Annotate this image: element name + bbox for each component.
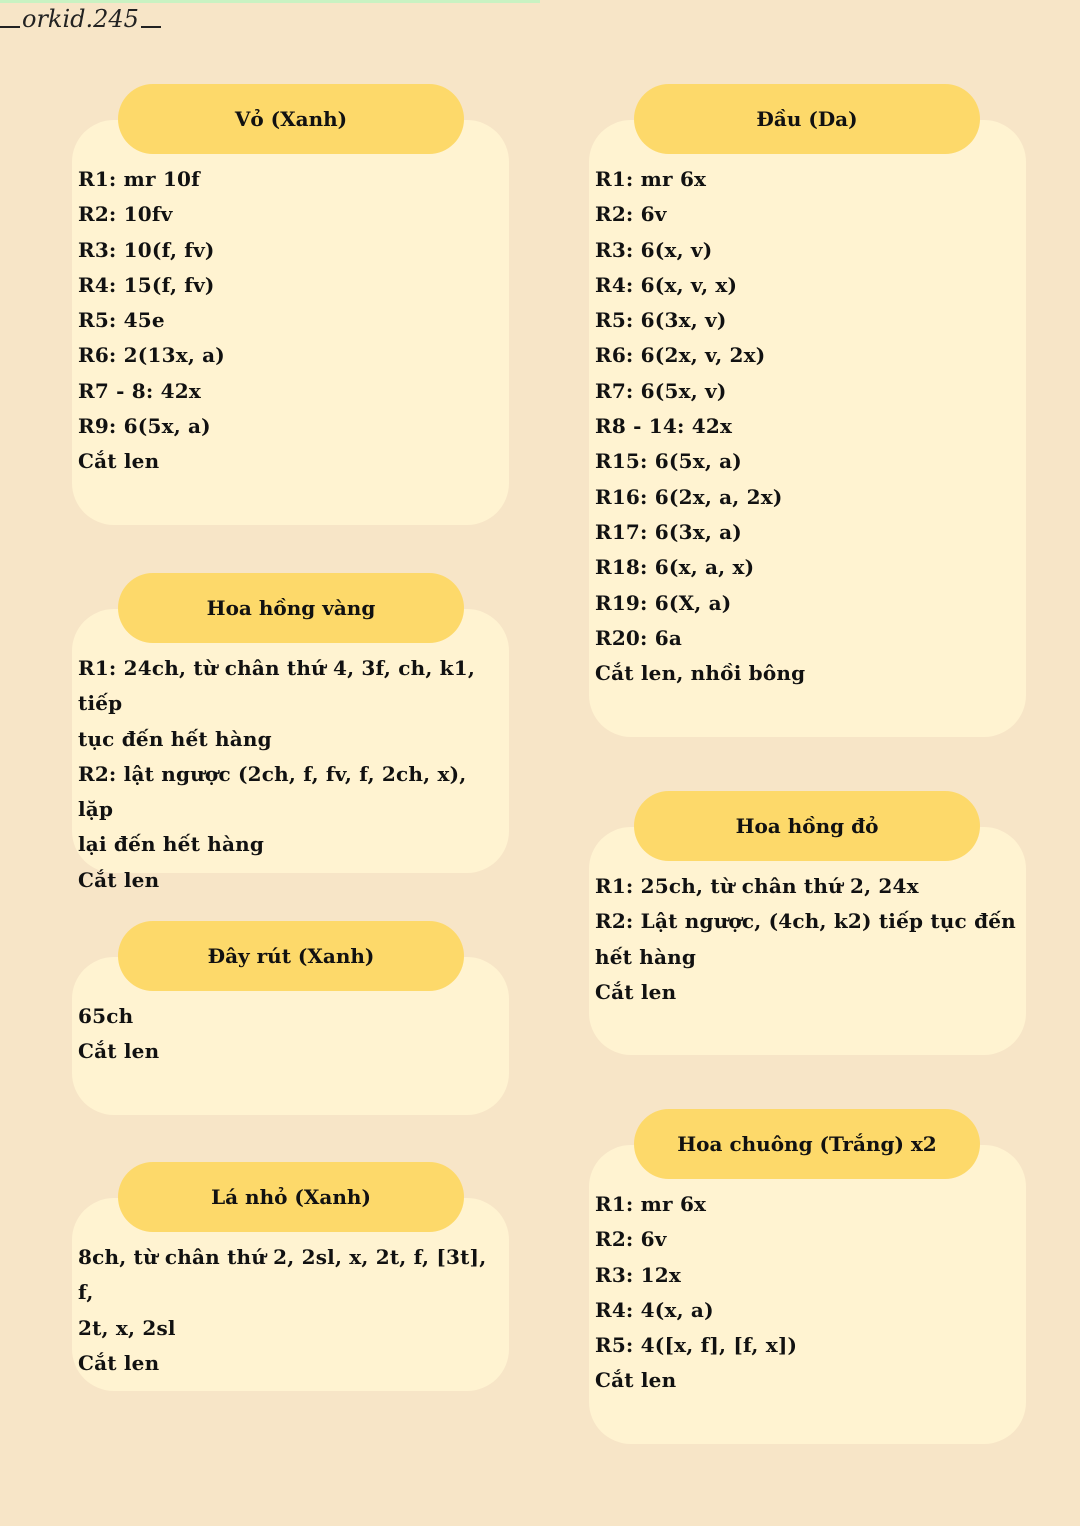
instruction-line: R3: 12x xyxy=(595,1262,682,1287)
instruction-line: R4: 6(x, v, x) xyxy=(595,272,738,297)
section-title: Hoa hồng đỏ xyxy=(735,814,879,838)
section-header xyxy=(118,573,464,643)
instruction-line: R1: mr 6x xyxy=(595,167,707,191)
instruction-line: R19: 6(X, a) xyxy=(595,590,732,615)
brand-dash-right xyxy=(141,26,161,28)
instruction-list xyxy=(595,162,1025,691)
instruction-line: 2t, x, 2sl xyxy=(78,1315,176,1340)
instruction-line: R2: 10fv xyxy=(78,202,173,227)
instruction-line: Cắt len xyxy=(78,449,160,474)
instruction-line: tục đến hết hàng xyxy=(78,726,272,751)
instruction-line: Cắt len xyxy=(595,1368,677,1393)
instruction-line: R8 - 14: 42x xyxy=(595,414,733,439)
instruction-line: R5: 4([x, f], [f, x]) xyxy=(595,1333,798,1358)
instruction-line: R9: 6(5x, a) xyxy=(78,414,211,439)
instruction-line: lại đến hết hàng xyxy=(78,832,265,857)
instruction-line: R5: 6(3x, v) xyxy=(595,308,727,333)
instruction-line: R18: 6(x, a, x) xyxy=(595,555,755,580)
section-header xyxy=(118,84,464,154)
instruction-line: R20: 6a xyxy=(595,625,683,650)
instruction-line: R2: 6v xyxy=(595,1227,667,1252)
instruction-line: R3: 6(x, v) xyxy=(595,237,713,262)
section-header xyxy=(634,791,980,861)
brand-dash-left xyxy=(0,26,20,28)
instruction-line: R7: 6(5x, v) xyxy=(595,378,727,403)
section-header xyxy=(634,84,980,154)
instruction-line: R16: 6(2x, a, 2x) xyxy=(595,484,783,509)
section-header xyxy=(118,1162,464,1232)
brand-watermark xyxy=(0,2,161,36)
instruction-list xyxy=(78,162,508,480)
section-title: Đầu (Da) xyxy=(756,107,858,131)
instruction-line: hết hàng xyxy=(595,944,697,969)
section-title: Hoa chuông (Trắng) x2 xyxy=(677,1132,937,1156)
instruction-line: Cắt len xyxy=(78,1350,160,1375)
instruction-list xyxy=(78,1240,508,1381)
instruction-list xyxy=(78,651,508,898)
instruction-line: R6: 6(2x, v, 2x) xyxy=(595,343,766,368)
instruction-line: R1: mr 6x xyxy=(595,1192,707,1216)
instruction-line: R7 - 8: 42x xyxy=(78,378,201,403)
instruction-list xyxy=(78,999,508,1070)
instruction-list xyxy=(595,1187,1025,1399)
section-title: Hoa hồng vàng xyxy=(206,596,376,620)
instruction-line: R6: 2(13x, a) xyxy=(78,343,225,368)
instruction-line: R15: 6(5x, a) xyxy=(595,449,742,474)
section-header xyxy=(118,921,464,991)
instruction-line: Cắt len xyxy=(595,979,677,1004)
instruction-line: R1: 25ch, từ chân thứ 2, 24x xyxy=(595,874,919,898)
instruction-line: R17: 6(3x, a) xyxy=(595,519,742,544)
instruction-line: R1: 24ch, từ chân thứ 4, 3f, ch, k1, tiếp xyxy=(78,656,483,716)
instruction-list xyxy=(595,869,1025,1010)
instruction-line: R2: Lật ngược, (4ch, k2) tiếp tục đến xyxy=(595,909,1016,934)
section-title: Vỏ (Xanh) xyxy=(234,107,348,131)
section-title: Đây rút (Xanh) xyxy=(207,944,375,968)
instruction-line: R4: 4(x, a) xyxy=(595,1297,714,1322)
instruction-line: R5: 45e xyxy=(78,308,165,333)
instruction-line: R1: mr 10f xyxy=(78,167,200,191)
section-header xyxy=(634,1109,980,1179)
brand-text: orkid.245 xyxy=(22,5,139,33)
instruction-line: R2: lật ngược (2ch, f, fv, f, 2ch, x), lặp xyxy=(78,761,474,822)
instruction-line: R4: 15(f, fv) xyxy=(78,272,215,297)
section-title: Lá nhỏ (Xanh) xyxy=(211,1185,371,1209)
instruction-line: 8ch, từ chân thứ 2, 2sl, x, 2t, f, [3t], f, xyxy=(78,1245,494,1305)
instruction-line: R3: 10(f, fv) xyxy=(78,237,215,262)
instruction-line: R2: 6v xyxy=(595,202,667,227)
instruction-line: Cắt len xyxy=(78,867,160,892)
instruction-line: Cắt len, nhồi bông xyxy=(595,661,806,686)
instruction-line: Cắt len xyxy=(78,1039,160,1064)
instruction-line: 65ch xyxy=(78,1004,134,1028)
